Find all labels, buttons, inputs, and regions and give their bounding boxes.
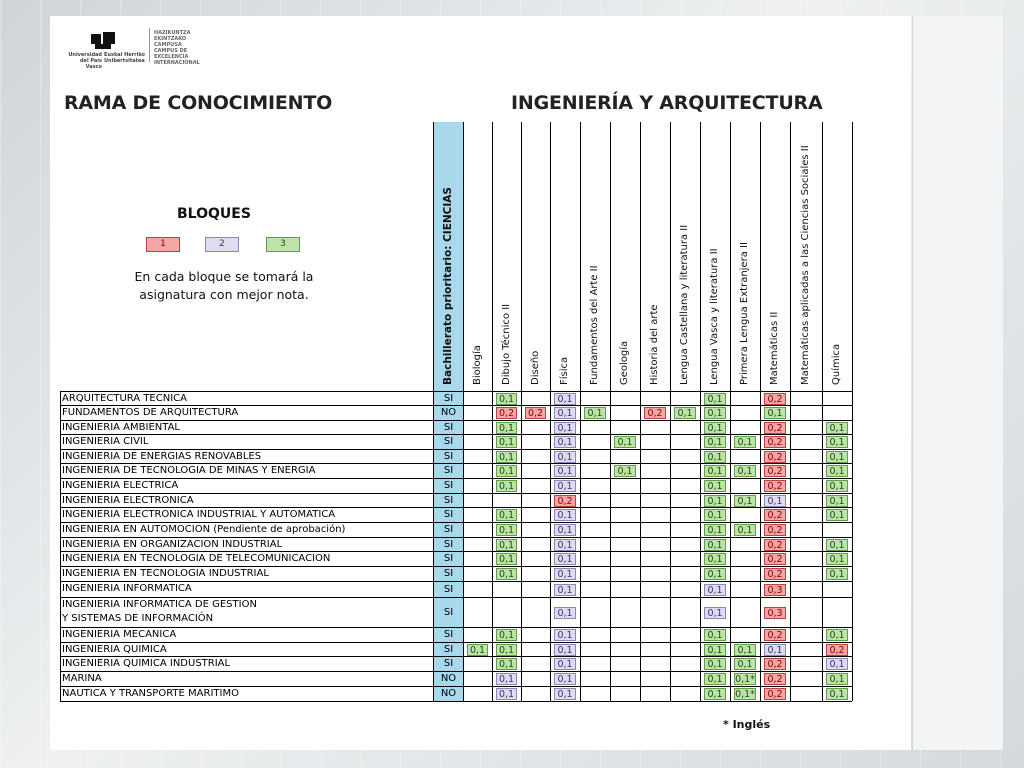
- score-cell: 0,1: [826, 688, 848, 700]
- bachillerato-cell: SI: [434, 494, 463, 507]
- row-label: INGENIERIA ELECTRONICA INDUSTRIAL Y AUTOMATICA: [62, 509, 336, 520]
- score-cell: 0,1: [704, 568, 726, 580]
- score-cell: 0,1: [554, 644, 576, 656]
- row-label: MARINA: [62, 673, 102, 684]
- score-cell: 0,2: [764, 553, 786, 565]
- bachillerato-cell: SI: [434, 552, 463, 566]
- score-cell: 0,1: [496, 436, 517, 448]
- bachillerato-cell: SI: [434, 421, 463, 434]
- score-cell: 0,1: [704, 607, 726, 619]
- score-cell: 0,1: [704, 436, 726, 448]
- score-cell: 0,1: [674, 407, 696, 419]
- score-cell: 0,1: [496, 393, 517, 405]
- row-label: INGENIERIA EN TECNOLOGIA DE TELECOMUNICACION: [62, 553, 331, 564]
- score-cell: 0,2: [764, 480, 786, 492]
- grid-vline: [790, 122, 791, 701]
- score-cell: 0,2: [644, 407, 666, 419]
- column-header-1: Biología: [471, 345, 483, 385]
- row-label: INGENIERIA MECANICA: [62, 629, 177, 640]
- row-label: INGENIERIA INFORMATICA DE GESTION Y SISTEMAS DE INFORMACIÓN: [62, 599, 257, 624]
- score-cell: 0,2: [496, 407, 517, 419]
- bachillerato-cell: NO: [434, 687, 463, 701]
- bloque-1-swatch: 1: [146, 237, 180, 252]
- score-cell: 0,1: [496, 673, 517, 685]
- score-cell: 0,1: [704, 465, 726, 477]
- score-cell: 0,1: [496, 658, 517, 670]
- score-cell: 0,1: [554, 539, 576, 551]
- logo-line-3: HAZIKUNTZA EKINTZAKO CAMPUSA CAMPUS DE EXCELENCIA INTERNACIONAL: [154, 30, 200, 66]
- score-cell: 0,1: [704, 658, 726, 670]
- score-cell: 0,1: [496, 465, 517, 477]
- logo-emblem-icon: [89, 30, 119, 52]
- score-cell: 0,2: [764, 451, 786, 463]
- bachillerato-cell: NO: [434, 672, 463, 686]
- bachillerato-cell: SI: [434, 657, 463, 671]
- right-panel: [912, 16, 1003, 750]
- row-label: INGENIERIA DE TECNOLOGIA DE MINAS Y ENERGIA: [62, 465, 316, 476]
- bachillerato-cell: SI: [434, 435, 463, 449]
- score-cell: 0,1: [764, 644, 786, 656]
- score-cell: 0,1: [554, 480, 576, 492]
- column-header-2: Dibujo Técnico II: [500, 303, 512, 385]
- bachillerato-cell: SI: [434, 479, 463, 493]
- row-label: NAUTICA Y TRANSPORTE MARITIMO: [62, 688, 239, 699]
- score-cell: 0,1: [554, 673, 576, 685]
- score-cell: 0,1: [826, 568, 848, 580]
- score-cell: 0,1: [496, 553, 517, 565]
- column-header-7: Historia del arte: [649, 304, 660, 385]
- score-cell: 0,1: [496, 644, 517, 656]
- score-cell: 0,1: [826, 539, 848, 551]
- column-header-11: Matemáticas II: [769, 311, 780, 385]
- grid-hline: [60, 701, 852, 702]
- score-cell: 0,1: [614, 465, 636, 477]
- score-cell: 0,1: [826, 436, 848, 448]
- score-cell: 0,1: [734, 524, 756, 536]
- score-cell: 0,2: [826, 644, 848, 656]
- bachillerato-cell: SI: [434, 523, 463, 537]
- score-cell: 0,1: [704, 393, 726, 405]
- logo-line-2: Euskal Herriko Unibertsitatea: [104, 52, 145, 64]
- score-cell: 0,1: [554, 584, 576, 596]
- score-cell: 0,1: [826, 629, 848, 641]
- score-cell: 0,1: [764, 495, 786, 507]
- grid-vline: [852, 122, 853, 701]
- score-cell: 0,1: [826, 658, 848, 670]
- row-label: INGENIERIA QUIMICA INDUSTRIAL: [62, 658, 231, 669]
- score-cell: 0,2: [764, 658, 786, 670]
- score-cell: 0,1: [704, 509, 726, 521]
- score-cell: 0,1: [496, 629, 517, 641]
- score-cell: 0,1: [704, 407, 726, 419]
- score-cell: 0,2: [764, 568, 786, 580]
- score-cell: 0,1: [704, 553, 726, 565]
- row-label: INGENIERIA ELECTRICA: [62, 480, 179, 491]
- score-cell: 0,1: [554, 688, 576, 700]
- score-cell: 0,1: [554, 629, 576, 641]
- score-cell: 0,2: [764, 539, 786, 551]
- column-header-8: Lengua Castellana y literatura II: [679, 224, 690, 385]
- score-cell: 0,2: [764, 465, 786, 477]
- score-cell: 0,1: [704, 495, 726, 507]
- column-header-12: Matemáticas aplicadas a las Ciencias Sociales II: [800, 145, 811, 385]
- score-cell: 0,1: [826, 465, 848, 477]
- score-cell: 0,1: [496, 539, 517, 551]
- score-cell: 0,1: [826, 495, 848, 507]
- logo-divider: [149, 28, 150, 62]
- column-header-0: Bachillerato prioritario: CIENCIAS: [442, 187, 454, 385]
- row-label: INGENIERIA ELECTRONICA: [62, 495, 194, 506]
- grid-vline: [760, 122, 761, 701]
- score-cell: 0,1: [704, 584, 726, 596]
- university-logo: [62, 28, 202, 70]
- score-cell: 0,2: [764, 422, 786, 434]
- score-cell: 0,1: [554, 465, 576, 477]
- score-cell: 0,1: [554, 607, 576, 619]
- score-cell: 0,2: [554, 495, 576, 507]
- bachillerato-cell: SI: [434, 643, 463, 656]
- score-cell: 0,1: [826, 480, 848, 492]
- score-cell: 0,1: [554, 524, 576, 536]
- score-cell: 0,1: [554, 407, 576, 419]
- grid-vline: [492, 122, 493, 701]
- score-cell: 0,1: [467, 644, 488, 656]
- score-cell: 0,2: [764, 393, 786, 405]
- score-cell: 0,1: [734, 495, 756, 507]
- column-header-9: Lengua Vasca y literatura II: [709, 248, 720, 385]
- bachillerato-cell: SI: [434, 464, 463, 478]
- score-cell: 0,2: [764, 673, 786, 685]
- score-cell: 0,1: [496, 451, 517, 463]
- score-cell: 0,1: [554, 393, 576, 405]
- bachillerato-cell: SI: [434, 628, 463, 642]
- score-cell: 0,2: [764, 688, 786, 700]
- score-cell: 0,1: [496, 688, 517, 700]
- bachillerato-cell: SI: [434, 392, 463, 405]
- logo-line-1: Universidad del País Vasco: [68, 52, 102, 70]
- row-label: FUNDAMENTOS DE ARQUITECTURA: [62, 407, 239, 418]
- grid-vline: [640, 122, 641, 701]
- score-cell: 0,1: [704, 629, 726, 641]
- score-cell: 0,1: [496, 524, 517, 536]
- score-cell: 0,1: [554, 568, 576, 580]
- column-header-6: Geología: [619, 340, 630, 385]
- score-cell: 0,1: [704, 480, 726, 492]
- bachillerato-cell: SI: [434, 538, 463, 551]
- score-cell: 0,1: [734, 658, 756, 670]
- score-cell: 0,2: [764, 509, 786, 521]
- score-cell: 0,1: [826, 553, 848, 565]
- row-label: INGENIERIA CIVIL: [62, 436, 149, 447]
- score-cell: 0,1: [826, 422, 848, 434]
- score-cell: 0,1: [704, 539, 726, 551]
- grid-vline-left: [60, 391, 61, 701]
- column-header-4: Física: [559, 356, 570, 385]
- row-label: INGENIERIA INFORMATICA: [62, 583, 192, 594]
- row-label: INGENIERIA DE ENERGIAS RENOVABLES: [62, 451, 262, 462]
- column-header-3: Diseño: [529, 350, 541, 385]
- grid-vline: [463, 122, 464, 701]
- score-cell: 0,1: [554, 451, 576, 463]
- score-cell: 0,1: [704, 422, 726, 434]
- grid-vline: [670, 122, 671, 701]
- score-cell: 0,1: [734, 436, 756, 448]
- score-cell: 0,1: [614, 436, 636, 448]
- row-label: ARQUITECTURA TECNICA: [62, 393, 187, 404]
- score-cell: 0,1: [704, 673, 726, 685]
- score-cell: 0,3: [764, 584, 786, 596]
- score-cell: 0,1: [734, 644, 756, 656]
- bloques-title: BLOQUES: [177, 206, 251, 222]
- footnote: * Inglés: [723, 718, 771, 731]
- score-cell: 0,1: [584, 407, 606, 419]
- score-cell: 0,1: [554, 436, 576, 448]
- score-cell: 0,1: [496, 568, 517, 580]
- bachillerato-cell: SI: [434, 582, 463, 597]
- row-label: INGENIERIA QUIMICA: [62, 644, 167, 655]
- score-cell: 0,1: [826, 673, 848, 685]
- score-cell: 0,1: [704, 451, 726, 463]
- bachillerato-cell: SI: [434, 450, 463, 463]
- score-cell: 0,2: [525, 407, 546, 419]
- grid-vline: [822, 122, 823, 701]
- grid-vline: [550, 122, 551, 701]
- grid-vline: [521, 122, 522, 701]
- score-cell: 0,1: [764, 407, 786, 419]
- score-cell: 0,1: [554, 658, 576, 670]
- score-cell: 0,1: [496, 422, 517, 434]
- bloque-3-swatch: 3: [266, 237, 300, 252]
- score-cell: 0,1: [496, 480, 517, 492]
- row-label: INGENIERIA EN ORGANIZACION INDUSTRIAL: [62, 539, 283, 550]
- row-label: INGENIERIA EN TECNOLOGIA INDUSTRIAL: [62, 568, 269, 579]
- score-cell: 0,1: [704, 644, 726, 656]
- grid-vline: [700, 122, 701, 701]
- bachillerato-cell: NO: [434, 406, 463, 420]
- score-cell: 0,1: [554, 509, 576, 521]
- score-cell: 0,2: [764, 436, 786, 448]
- score-cell: 0,2: [764, 524, 786, 536]
- score-cell: 0,1: [826, 509, 848, 521]
- column-header-13: Química: [831, 343, 842, 385]
- score-cell: 0,2: [764, 629, 786, 641]
- score-cell: 0,1: [554, 553, 576, 565]
- bachillerato-cell: SI: [434, 598, 463, 627]
- row-label: INGENIERIA AMBIENTAL: [62, 422, 180, 433]
- score-cell: 0,1: [704, 688, 726, 700]
- bloques-note: En cada bloque se tomará la asignatura con mejor nota.: [134, 269, 314, 302]
- score-cell: 0,3: [764, 607, 786, 619]
- bloque-2-swatch: 2: [205, 237, 239, 252]
- grid-vline: [610, 122, 611, 701]
- score-cell: 0,1: [496, 509, 517, 521]
- bachillerato-cell: SI: [434, 508, 463, 522]
- column-header-10: Primera Lengua Extranjera II: [739, 242, 750, 385]
- row-label: INGENIERIA EN AUTOMOCION (Pendiente de aprobación): [62, 524, 346, 535]
- title-rama: RAMA DE CONOCIMIENTO: [64, 92, 333, 114]
- score-cell: 0,1: [734, 465, 756, 477]
- score-cell: 0,1*: [735, 689, 755, 700]
- score-cell: 0,1: [554, 422, 576, 434]
- grid-vline: [580, 122, 581, 701]
- column-header-5: Fundamentos del Arte II: [589, 265, 600, 385]
- bachillerato-cell: SI: [434, 567, 463, 581]
- score-cell: 0,1: [704, 524, 726, 536]
- score-cell: 0,1: [826, 451, 848, 463]
- title-ingenieria: INGENIERÍA Y ARQUITECTURA: [511, 92, 823, 114]
- score-cell: 0,1*: [735, 674, 755, 685]
- grid-vline: [730, 122, 731, 701]
